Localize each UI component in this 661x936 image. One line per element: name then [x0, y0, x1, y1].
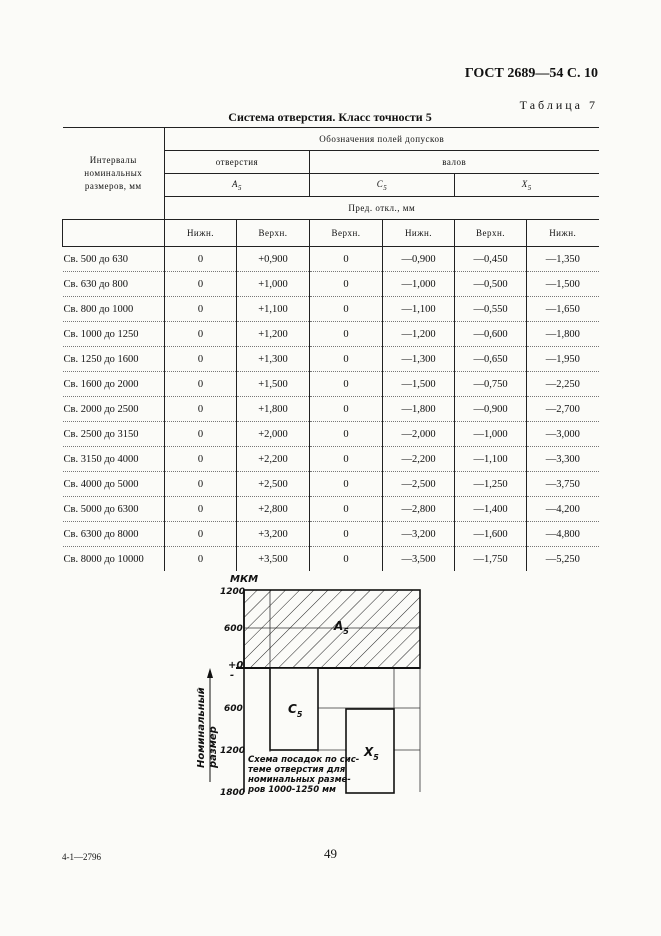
- field-x5-label: $X_5$: [364, 745, 379, 762]
- deviation-cell: —3,000: [527, 422, 599, 447]
- field-a5-zone: [244, 590, 420, 668]
- table-row: [63, 472, 599, 497]
- deviation-cell: +2,200: [237, 447, 310, 472]
- table-row: [63, 522, 599, 547]
- deviation-cell: —1,950: [527, 347, 599, 372]
- print-code: 4-1—2796: [62, 852, 101, 862]
- deviation-cell: —1,600: [455, 522, 527, 547]
- deviation-cell: —2,500: [383, 472, 455, 497]
- deviation-cell: —1,300: [383, 347, 455, 372]
- field-a5-header: $A_5$: [165, 174, 310, 197]
- sub-header: Нижн.: [165, 220, 237, 247]
- table-label: Таблица 7: [519, 98, 598, 112]
- deviation-cell: —1,100: [455, 447, 527, 472]
- sub-header: Нижн.: [527, 220, 599, 247]
- size-interval-cell: Св. 1000 до 1250: [63, 328, 139, 340]
- tick-label: 1200: [220, 746, 246, 756]
- deviation-cell: 0: [310, 347, 383, 372]
- sub-header: Верхн.: [310, 220, 383, 247]
- deviation-cell: +1,300: [237, 347, 310, 372]
- size-interval-cell: Св. 630 до 800: [63, 278, 129, 290]
- size-interval-cell: Св. 2000 до 2500: [63, 403, 139, 415]
- table-title: Система отверстия. Класс точности 5: [228, 110, 432, 124]
- size-interval-cell: Св. 4000 до 5000: [63, 478, 139, 490]
- deviation-cell: 0: [310, 322, 383, 347]
- deviation-cell: +1,000: [237, 272, 310, 297]
- tick-label: 600: [224, 704, 243, 714]
- deviation-cell: +2,800: [237, 497, 310, 522]
- deviation-cell: 0: [165, 397, 237, 422]
- svg-text:номинальных разме-: номинальных разме-: [248, 775, 351, 785]
- deviation-cell: 0: [310, 397, 383, 422]
- tolerance-table: [62, 127, 599, 571]
- size-interval-cell: Св. 6300 до 8000: [63, 528, 139, 540]
- deviation-cell: —0,900: [455, 397, 527, 422]
- deviation-cell: —0,650: [455, 347, 527, 372]
- deviation-cell: —2,200: [383, 447, 455, 472]
- deviation-cell: 0: [310, 372, 383, 397]
- table-row: [63, 322, 599, 347]
- size-interval-cell: Св. 1600 до 2000: [63, 378, 139, 390]
- svg-text:Номинальный: Номинальный: [196, 687, 207, 768]
- deviation-cell: —3,750: [527, 472, 599, 497]
- page-number: 49: [324, 846, 337, 861]
- size-interval-cell: Св. 1250 до 1600: [63, 353, 139, 365]
- table-row: [63, 347, 599, 372]
- deviation-cell: —3,500: [383, 547, 455, 572]
- document-reference: ГОСТ 2689—54 С. 10: [464, 66, 598, 81]
- size-interval-cell: Св. 3150 до 4000: [63, 453, 139, 465]
- deviation-cell: —0,500: [455, 272, 527, 297]
- deviation-cell: 0: [165, 547, 237, 572]
- deviation-cell: —1,400: [455, 497, 527, 522]
- deviation-cell: 0: [310, 272, 383, 297]
- deviation-header: Пред. откл., мм: [165, 197, 599, 220]
- table-row: [63, 247, 599, 272]
- deviation-cell: —1,750: [455, 547, 527, 572]
- deviation-cell: —2,700: [527, 397, 599, 422]
- tick-label: -: [230, 670, 235, 681]
- deviation-cell: 0: [310, 422, 383, 447]
- deviation-cell: 0: [165, 422, 237, 447]
- table-row: [63, 272, 599, 297]
- deviation-cell: —2,250: [527, 372, 599, 397]
- field-x5-header: $X_5$: [455, 174, 599, 197]
- deviation-cell: —1,000: [455, 422, 527, 447]
- deviation-cell: 0: [165, 247, 237, 272]
- deviation-cell: 0: [165, 447, 237, 472]
- empty-header-cell: [63, 220, 165, 247]
- deviation-cell: +1,500: [237, 372, 310, 397]
- deviation-cell: +1,100: [237, 297, 310, 322]
- deviation-cell: —3,200: [383, 522, 455, 547]
- deviation-cell: 0: [310, 447, 383, 472]
- deviation-cell: 0: [165, 297, 237, 322]
- deviation-cell: 0: [165, 497, 237, 522]
- sub-header: Верхн.: [237, 220, 310, 247]
- deviation-cell: —1,500: [383, 372, 455, 397]
- size-interval-cell: Св. 500 до 630: [63, 253, 129, 265]
- tick-label: 1800: [220, 788, 246, 798]
- svg-text:Схема посадок по сис-: Схема посадок по сис-: [248, 755, 360, 765]
- deviation-cell: 0: [310, 247, 383, 272]
- shaft-header: валов: [310, 151, 599, 174]
- deviation-cell: —1,800: [527, 322, 599, 347]
- column-header-intervals: Интервалы номинальных размеров, мм: [63, 128, 165, 220]
- deviation-cell: —1,500: [527, 272, 599, 297]
- deviation-cell: 0: [165, 472, 237, 497]
- column-group-header: Обозначения полей допусков: [165, 128, 599, 151]
- size-interval-cell: Св. 800 до 1000: [63, 303, 134, 315]
- deviation-cell: 0: [310, 297, 383, 322]
- deviation-cell: 0: [165, 372, 237, 397]
- hole-header: отверстия: [165, 151, 310, 174]
- deviation-cell: 0: [165, 522, 237, 547]
- field-c5-label: $C_5$: [288, 702, 303, 719]
- deviation-cell: 0: [165, 347, 237, 372]
- deviation-cell: —3,300: [527, 447, 599, 472]
- table-row: [63, 447, 599, 472]
- table-row: [63, 372, 599, 397]
- deviation-cell: +3,500: [237, 547, 310, 572]
- size-interval-cell: Св. 2500 до 3150: [63, 428, 139, 440]
- field-a5-label: $A_5$: [334, 619, 349, 636]
- deviation-cell: —0,750: [455, 372, 527, 397]
- deviation-cell: 0: [310, 547, 383, 572]
- deviation-cell: +3,200: [237, 522, 310, 547]
- deviation-cell: —1,350: [527, 247, 599, 272]
- deviation-cell: —1,650: [527, 297, 599, 322]
- deviation-cell: —0,600: [455, 322, 527, 347]
- tick-label: +0: [228, 660, 244, 671]
- deviation-cell: —0,550: [455, 297, 527, 322]
- deviation-cell: —2,000: [383, 422, 455, 447]
- sub-header: Верхн.: [455, 220, 527, 247]
- deviation-cell: 0: [165, 322, 237, 347]
- deviation-cell: —5,250: [527, 547, 599, 572]
- size-interval-cell: Св. 8000 до 10000: [63, 553, 144, 565]
- deviation-cell: 0: [310, 522, 383, 547]
- deviation-cell: —2,800: [383, 497, 455, 522]
- deviation-cell: —1,100: [383, 297, 455, 322]
- deviation-cell: 0: [310, 497, 383, 522]
- deviation-cell: —1,250: [455, 472, 527, 497]
- deviation-cell: 0: [310, 472, 383, 497]
- deviation-cell: —1,200: [383, 322, 455, 347]
- unit-label: МКМ: [230, 574, 259, 585]
- table-row: [63, 297, 599, 322]
- deviation-cell: +2,000: [237, 422, 310, 447]
- deviation-cell: —4,800: [527, 522, 599, 547]
- tick-label: 1200: [220, 587, 246, 597]
- tolerance-fit-diagram: [180, 568, 440, 804]
- deviation-cell: —1,800: [383, 397, 455, 422]
- deviation-cell: +2,500: [237, 472, 310, 497]
- svg-text:ров 1000-1250 мм: ров 1000-1250 мм: [248, 785, 336, 795]
- table-row: [63, 397, 599, 422]
- diagram-caption: [246, 752, 360, 795]
- deviation-cell: —1,000: [383, 272, 455, 297]
- deviation-cell: 0: [165, 272, 237, 297]
- deviation-cell: +0,900: [237, 247, 310, 272]
- axis-caption: [196, 687, 219, 769]
- tick-label: 600: [224, 624, 243, 634]
- deviation-cell: —0,450: [455, 247, 527, 272]
- deviation-cell: +1,200: [237, 322, 310, 347]
- deviation-cell: +1,800: [237, 397, 310, 422]
- table-row: [63, 422, 599, 447]
- size-interval-cell: Св. 5000 до 6300: [63, 503, 139, 515]
- sub-header: Нижн.: [383, 220, 455, 247]
- svg-text:теме отверстия для: теме отверстия для: [248, 765, 346, 775]
- deviation-cell: —0,900: [383, 247, 455, 272]
- svg-text:размер: размер: [208, 726, 219, 768]
- dimension-arrow-head: [207, 668, 213, 678]
- table-row: [63, 497, 599, 522]
- deviation-cell: —4,200: [527, 497, 599, 522]
- field-c5-header: $C_5$: [310, 174, 455, 197]
